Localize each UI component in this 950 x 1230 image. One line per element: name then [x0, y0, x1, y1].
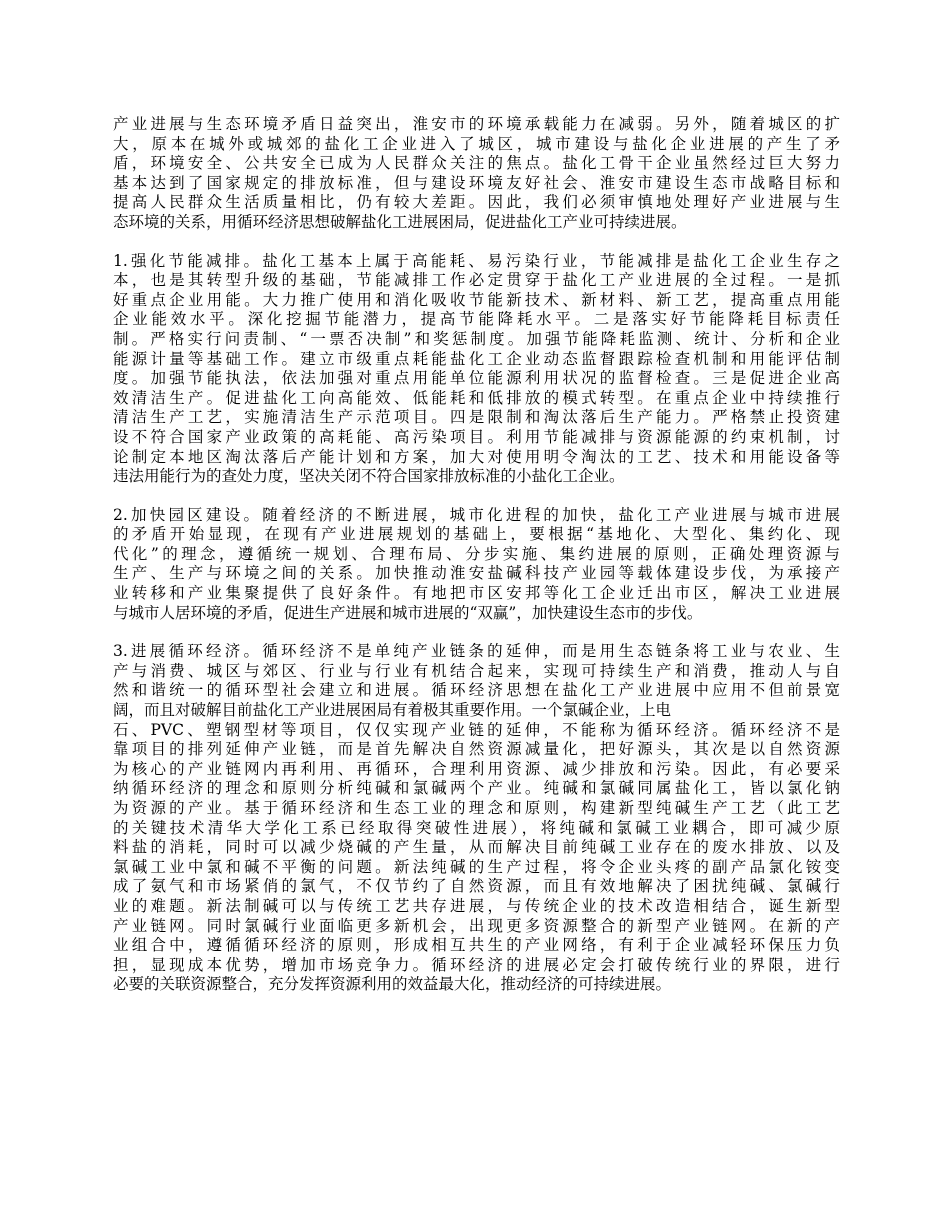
text-line: 氯碱工业中氯和碱不平衡的问题。新法纯碱的生产过程，将令企业头疼的副产品氯化铵变 — [113, 857, 840, 876]
text-line: 产业进展与生态环境矛盾日益突出，淮安市的环境承载能力在减弱。另外，随着城区的扩 — [113, 115, 840, 133]
text-line: 成了氨气和市场紧俏的氯气，不仅节约了自然资源，而且有效地解决了困扰纯碱、氯碱行 — [113, 877, 840, 896]
text-line: 产业链网。同时氯碱行业面临更多新机会，出现更多资源整合的新型产业链网。在新的产 — [113, 916, 840, 935]
paragraph-energy-saving — [113, 252, 840, 487]
text-line: 业的难题。新法制碱可以与传统工艺共存进展，与传统企业的技术改造相结合，诞生新型 — [113, 896, 840, 915]
text-line: 然和谐统一的循环型社会建立和进展。循环经济思想在盐化工产业进展中应用不但前景宽 — [113, 681, 840, 700]
text-line: 为资源的产业。基于循环经济和生态工业的理念和原则，构建新型纯碱生产工艺（此工艺 — [113, 799, 840, 817]
text-line: 本，也是其转型升级的基础，节能减排工作必定贯穿于盐化工产业进展的全过程。一是抓 — [113, 271, 840, 290]
text-line: 业转移和产业集聚提供了良好条件。有地把市区安邦等化工企业迁出市区，解决工业进展 — [113, 584, 840, 603]
text-line: 纳循环经济的理念和原则分析纯碱和氯碱两个产业。纯碱和氯碱同属盐化工，皆以氯化钠 — [113, 779, 840, 798]
text-line: 好重点企业用能。大力推广使用和消化吸收节能新技术、新材料、新工艺，提高重点用能 — [113, 290, 840, 309]
text-line: 代化”的理念，遵循统一规划、合理布局、分步实施、集约进展的原则，正确处理资源与 — [113, 544, 840, 563]
text-line: 能源计量等基础工作。建立市级重点耗能盐化工企业动态监督跟踪检查机制和用能评估制 — [113, 349, 840, 368]
text-line: 3.进展循环经济。循环经济不是单纯产业链条的延伸，而是用生态链条将工业与农业、生 — [113, 642, 840, 661]
text-line: 度。加强节能执法，依法加强对重点用能单位能源利用状况的监督检查。三是促进企业高 — [113, 369, 840, 388]
text-line: 提高人民群众生活质量相比，仍有较大差距。因此，我们必须审慎地处理好产业进展与生 — [113, 193, 840, 212]
text-line: 违法用能行为的查处力度，坚决关闭不符合国家排放标准的小盐化工企业。 — [113, 467, 625, 486]
paragraph-park-construction — [113, 506, 840, 624]
text-line: 制。严格实行问责制、“一票否决制”和奖惩制度。加强节能降耗监测、统计、分析和企业 — [113, 329, 840, 348]
text-line: 业组合中，遵循循环经济的原则，形成相互共生的产业网络，有利于企业减轻环保压力负 — [113, 936, 840, 955]
paragraph-circular-economy — [113, 642, 840, 995]
document-body — [113, 115, 840, 1014]
text-line: 石、PVC、塑钢型材等项目，仅仅实现产业链的延伸，不能称为循环经济。循环经济不是 — [113, 720, 840, 739]
text-line: 企业能效水平。深化挖掘节能潜力，提高节能降耗水平。二是落实好节能降耗目标责任 — [113, 310, 840, 329]
text-line: 产与消费、城区与郊区、行业与行业有机结合起来，实现可持续生产和消费，推动人与自 — [113, 661, 840, 680]
text-line: 效清洁生产。促进盐化工向高能效、低能耗和低排放的模式转型。在重点企业中持续推行 — [113, 388, 840, 407]
text-line: 与城市人居环境的矛盾，促进生产进展和城市进展的“双赢”，加快建设生态市的步伐。 — [113, 603, 703, 622]
text-line: 的关键技术清华大学化工系已经取得突破性进展），将纯碱和氯碱工业耦合，即可减少原 — [113, 818, 840, 837]
text-line: 料盐的消耗，同时可以减少烧碱的产生量，从而解决目前纯碱工业存在的废水排放、以及 — [113, 838, 840, 857]
text-line: 阔，而且对破解目前盐化工产业进展困局有着极其重要作用。一个氯碱企业，上电 — [113, 701, 672, 720]
text-line: 2.加快园区建设。随着经济的不断进展，城市化进程的加快，盐化工产业进展与城市进展 — [113, 505, 840, 524]
text-line: 的矛盾开始显现，在现有产业进展规划的基础上，要根据“基地化、大型化、集约化、现 — [113, 525, 840, 544]
text-line: 基本达到了国家规定的排放标准，但与建设环境友好社会、淮安市建设生态市战略目标和 — [113, 173, 840, 192]
text-line: 清洁生产工艺，实施清洁生产示范项目。四是限制和淘汰落后生产能力。严格禁止投资建 — [113, 408, 840, 427]
text-line: 大，原本在城外或城郊的盐化工企业进入了城区，城市建设与盐化企业进展的产生了矛 — [113, 134, 840, 153]
text-line: 论制定本地区淘汰落后产能计划和方案，加大对使用明令淘汰的工艺、技术和用能设备等 — [113, 447, 840, 466]
text-line: 设不符合国家产业政策的高耗能、高污染项目。利用节能减排与资源能源的约束机制，讨 — [113, 427, 840, 446]
text-line: 生产、生产与环境之间的关系。加快推动淮安盐碱科技产业园等载体建设步伐，为承接产 — [113, 564, 840, 583]
text-line: 担，显现成本优势，增加市场竞争力。循环经济的进展必定会打破传统行业的界限，进行 — [113, 955, 840, 974]
text-line: 盾，环境安全、公共安全已成为人民群众关注的焦点。盐化工骨干企业虽然经过巨大努力 — [113, 154, 840, 173]
text-line: 靠项目的排列延伸产业链，而是首先解决自然资源减量化，把好源头，其次是以自然资源 — [113, 740, 840, 759]
text-line: 为核心的产业链网内再利用、再循环，合理利用资源、减少排放和污染。因此，有必要采 — [113, 759, 840, 778]
paragraph-intro — [113, 115, 840, 233]
text-line: 必要的关联资源整合，充分发挥资源利用的效益最大化，推动经济的可持续进展。 — [113, 975, 672, 994]
text-line: 1.强化节能减排。盐化工基本上属于高能耗、易污染行业，节能减排是盐化工企业生存之 — [113, 251, 840, 270]
text-line: 态环境的关系，用循环经济思想破解盐化工进展困局，促进盐化工产业可持续进展。 — [113, 212, 687, 231]
